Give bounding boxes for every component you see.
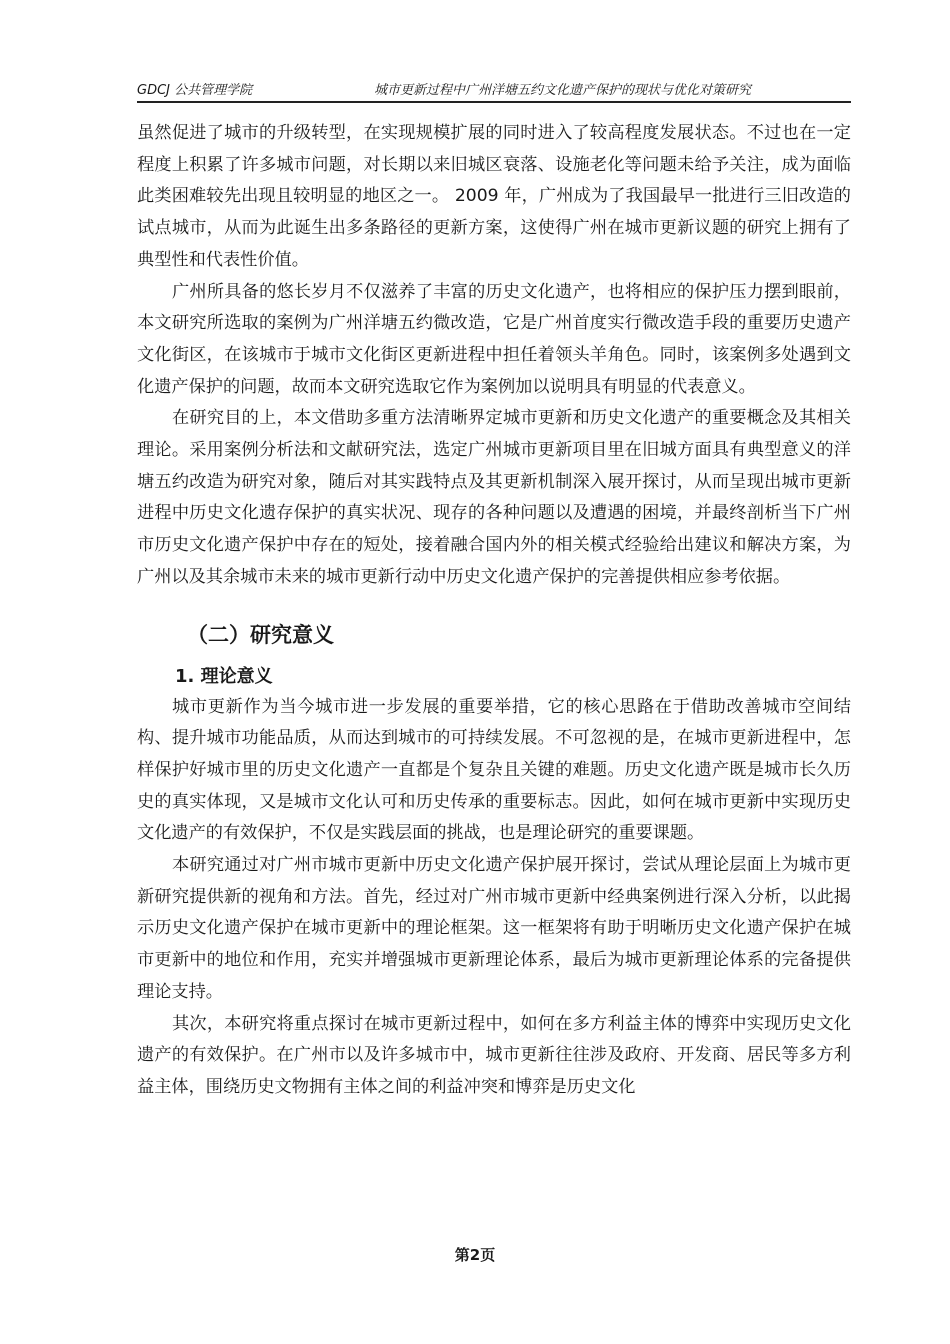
paragraph-3: 在研究目的上，本文借助多重方法清晰界定城市更新和历史文化遗产的重要概念及其相关理论。采用案例分析法和文献研究法，选定广州城市更新项目里在旧城方面具有典型意义的洋塘五约改造为研究对象，随后对其实践特点及其更新机制深入展开探讨，从而呈现出城市更新进程中历史文化遗存保护的真实状况、现存的各种问题以及遭遇的困境，并最终剖析当下广州市历史文化遗产保护中存在的短处，接着融合国内外的相关模式经验给出建议和解决方案，为广州以及其余城市未来的城市更新行动中历史文化遗产保护的完善提供相应参考依据。 xyxy=(137,408,851,587)
paragraph-4: 城市更新作为当今城市进一步发展的重要举措，它的核心思路在于借助改善城市空间结构、提升城市功能品质，从而达到城市的可持续发展。不可忽视的是，在城市更新进程中，怎样保护好城市里的历史文化遗产一直都是个复杂且关键的难题。历史文化遗产既是城市长久历史的真实体现，又是城市文化认可和历史传承的重要标志。因此，如何在城市更新中实现历史文化遗产的有效保护，不仅是实践层面的挑战，也是理论研究的重要课题。 xyxy=(137,696,851,844)
header-paper-title: 城市更新过程中广州洋塘五约文化遗产保护的现状与优化对策研究 xyxy=(374,83,752,98)
section-heading-research-significance: （二）研究意义 xyxy=(187,622,334,647)
paragraph-5: 本研究通过对广州市城市更新中历史文化遗产保护展开探讨，尝试从理论层面上为城市更新研究提供新的视角和方法。首先，经过对广州市城市更新中经典案例进行深入分析，以此揭示历史文化遗产保护在城市更新中的理论框架。这一框架将有助于明晰历史文化遗产保护在城市更新中的地位和作用，充实并增强城市更新理论体系，最后为城市更新理论体系的完备提供理论支持。 xyxy=(137,855,851,1002)
page-body xyxy=(137,118,851,1104)
paragraph-1: 虽然促进了城市的升级转型，在实现规模扩展的同时进入了较高程度发展状态。不过也在一定程度上积累了许多城市问题，对长期以来旧城区衰落、设施老化等问题未给予关注，成为面临此类困难较先出现且较明显的地区之一。 2009 年，广州成为了我国最早一批进行三旧改造的试点城市，从而为此诞生出多条路径的更新方案，这使得广州在城市更新议题的研究上拥有了典型性和代表性价值。 xyxy=(137,123,851,270)
page-number: 第2页 xyxy=(454,1246,496,1264)
page-header xyxy=(137,76,851,103)
header-institution: GDCJ 公共管理学院 xyxy=(137,83,253,98)
paragraph-6: 其次，本研究将重点探讨在城市更新过程中，如何在多方利益主体的博弈中实现历史文化遗产的有效保护。在广州市以及许多城市中，城市更新往往涉及政府、开发商、居民等多方利益主体，围绕历史文物拥有主体之间的利益冲突和博弈是历史文化 xyxy=(137,1013,851,1097)
paragraph-2: 广州所具备的悠长岁月不仅滋养了丰富的历史文化遗产，也将相应的保护压力摆到眼前，本文研究所选取的案例为广州洋塘五约微改造，它是广州首度实行微改造手段的重要历史遗产文化街区，在该城市于城市文化街区更新进程中担任着领头羊角色。同时，该案例多处遇到文化遗产保护的问题，故而本文研究选取它作为案例加以说明具有明显的代表意义。 xyxy=(137,281,851,397)
subsection-heading-theoretical-significance: 1. 理论意义 xyxy=(175,665,273,687)
